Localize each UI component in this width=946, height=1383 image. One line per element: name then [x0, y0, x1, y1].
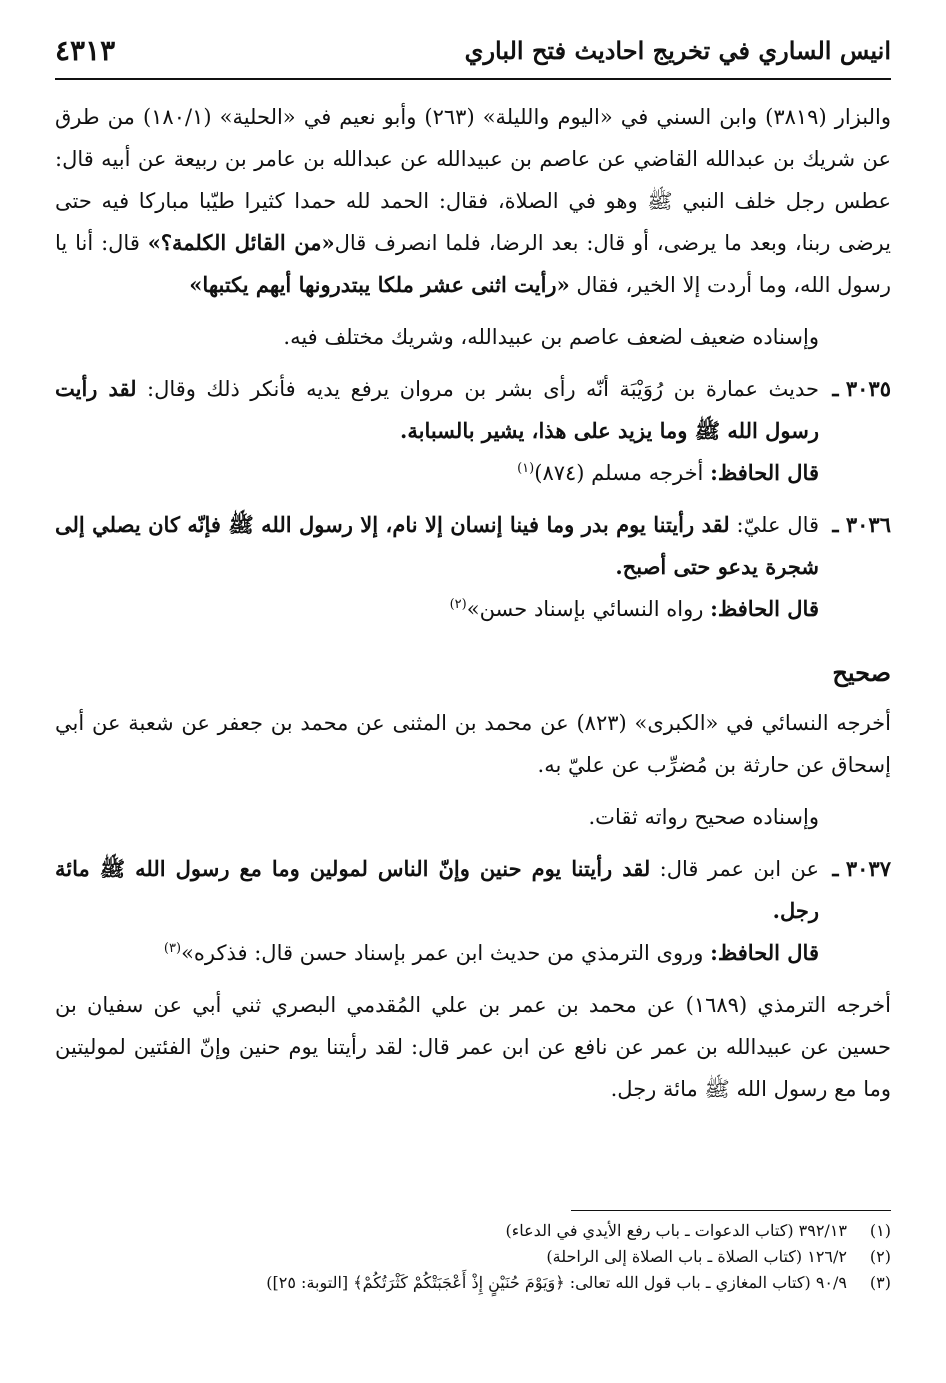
paragraph-text: والبزار (٣٨١٩) وابن السني في «اليوم والليلة» (٢٦٣) وأبو نعيم في «الحلية» (١٨٠/١) من طرق عن شريك بن عبدالله القاضي عن عاصم بن عبيدالله عن عبدالله بن عامر بن ربيعة عن أبيه قال: عطس رجل خلف النبي ﷺ وهو في الصلاة، فقال: الحمد لله حمدا كثيرا طيّبا مباركا فيه حتى يرضى ربنا، وبعد ما يرضى، أو قال: بعد الرضا، فلما انصرف قال	[55, 105, 891, 255]
hadith-3036	[55, 504, 891, 588]
footnote-number: (٣)	[869, 1273, 891, 1292]
page-header	[55, 30, 891, 80]
hafiz-text: وروى الترمذي من حديث ابن عمر بإسناد حسن قال: فذكره»	[181, 941, 704, 965]
footnote-text: ٣٩٢/١٣ (كتاب الدعوات ـ باب رفع الأيدي في الدعاء)	[505, 1221, 847, 1240]
hadith-intro: عن ابن عمر قال:	[650, 857, 819, 881]
paragraph-takhrij: أخرجه النسائي في «الكبرى» (٨٢٣) عن محمد بن المثنى عن محمد بن جعفر عن شعبة عن أبي إسحاق عن حارثة بن مُضرِّب عن عليّ به.	[55, 711, 891, 777]
footnote-number: (١)	[869, 1221, 891, 1240]
hadith-3037	[55, 848, 891, 932]
section-heading: صحيح	[832, 658, 891, 687]
hadith-text: لقد رأيتنا يوم حنين وإنّ الناس لمولين وما مع رسول الله ﷺ مائة رجل.	[55, 856, 819, 923]
hadith-number: ٣٠٣٦ ـ	[832, 512, 891, 537]
hafiz-label: قال الحافظ:	[710, 940, 819, 965]
paragraph-isnad: وإسناده ضعيف لضعف عاصم بن عبيدالله، وشريك مختلف فيه.	[283, 325, 819, 349]
hadith-intro: حديث عمارة بن رُوَيْبَة أنّه رأى بشر بن مروان يرفع يديه فأنكر ذلك وقال:	[147, 377, 819, 401]
footnotes	[55, 1218, 891, 1296]
hadith-quote: «من القائل الكلمة؟»	[147, 230, 335, 255]
hafiz-comment	[55, 588, 891, 630]
hafiz-comment	[55, 452, 891, 494]
footnote-item	[55, 1270, 891, 1296]
paragraph-takhrij: أخرجه الترمذي (١٦٨٩) عن محمد بن عمر بن علي المُقدمي البصري ثني أبي عن سفيان بن حسين عن عبيدالله بن عمر عن نافع عن ابن عمر قال: لقد رأيتنا يوم حنين وإنّ الفئتين لموليتين وما مع رسول الله ﷺ مائة رجل.	[55, 993, 891, 1101]
hadith-3035	[55, 368, 891, 452]
hadith-intro: قال عليّ:	[729, 513, 820, 537]
paragraph-takhrij	[55, 96, 891, 306]
hadith-quote: «رأيت اثنى عشر ملكا يبتدرونها أيهم يكتبها»	[189, 272, 570, 297]
paragraph-isnad: وإسناده صحيح رواته ثقات.	[588, 805, 819, 829]
page-body	[55, 96, 891, 1110]
footnote-item	[55, 1218, 891, 1244]
hadith-number: ٣٠٣٧ ـ	[832, 856, 891, 881]
hadith-text: لقد رأيت رسول الله ﷺ وما يزيد على هذا، يشير بالسبابة.	[55, 376, 819, 443]
hafiz-comment	[55, 932, 891, 974]
hafiz-text: أخرجه مسلم (٨٧٤)	[534, 461, 704, 485]
book-title: انيس الساري في تخريج احاديث فتح الباري	[464, 36, 891, 65]
footnote-ref[interactable]: (١)	[517, 461, 535, 476]
hafiz-text: رواه النسائي بإسناد حسن»	[466, 597, 704, 621]
hadith-text: لقد رأيتنا يوم بدر وما فينا إنسان إلا نام، إلا رسول الله ﷺ فإنّه كان يصلي إلى شجرة يدعو حتى أصبح.	[55, 512, 819, 579]
footnote-number: (٢)	[869, 1247, 891, 1266]
footnote-ref[interactable]: (٣)	[163, 941, 182, 956]
paragraph-text: قال: أنا يا رسول الله، وما أردت إلا الخير، فقال	[55, 231, 891, 297]
page-number: ٤٣١٣	[55, 34, 116, 67]
footnote-text: ١٢٦/٢ (كتاب الصلاة ـ باب الصلاة إلى الراحلة)	[546, 1247, 847, 1266]
hafiz-label: قال الحافظ:	[710, 596, 819, 621]
footnote-divider	[571, 1210, 891, 1211]
hadith-number: ٣٠٣٥ ـ	[832, 376, 891, 401]
footnote-ref[interactable]: (٢)	[449, 597, 467, 612]
footnote-item	[55, 1244, 891, 1270]
footnote-text: ٩٠/٩ (كتاب المغازي ـ باب قول الله تعالى: ﴿وَيَوْمَ حُنَيْنٍ إِذْ أَعْجَبَتْكُمْ كَثْرَتُكُمْ﴾ [التوبة: ٢٥])	[266, 1273, 847, 1292]
hafiz-label: قال الحافظ:	[710, 460, 819, 485]
